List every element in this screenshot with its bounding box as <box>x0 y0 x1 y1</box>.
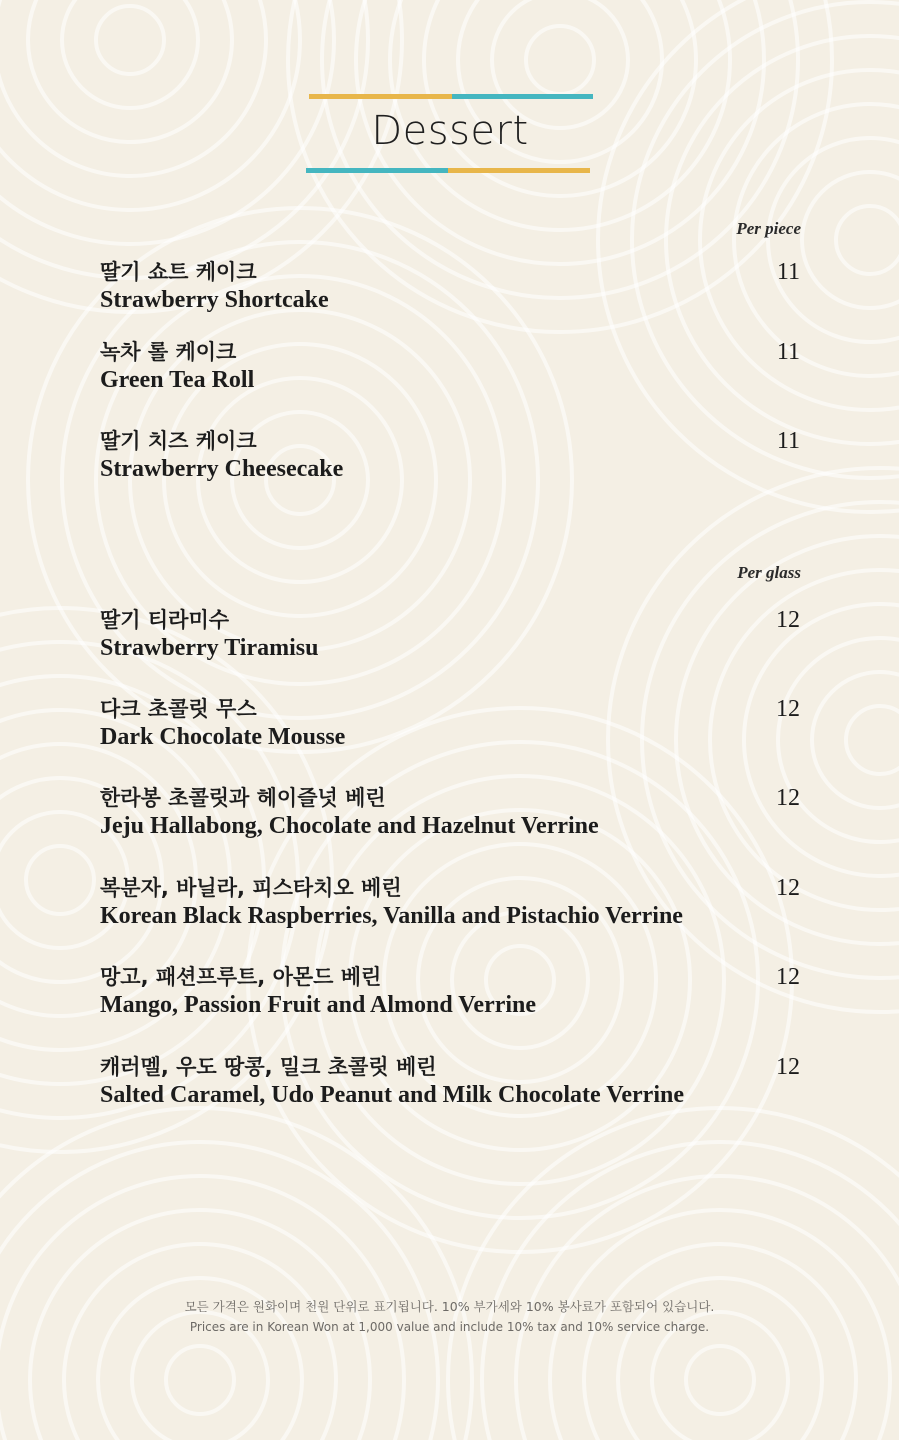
item-korean-name: 딸기 치즈 케이크 <box>100 429 257 453</box>
menu-item <box>100 963 800 1019</box>
item-korean-name: 복분자, 바닐라, 피스타치오 베린 <box>100 876 402 900</box>
item-english-name: Mango, Passion Fruit and Almond Verrine <box>100 992 537 1018</box>
menu-item <box>100 695 800 751</box>
top-gold-bar <box>309 94 452 99</box>
title-block <box>306 94 594 174</box>
top-teal-bar <box>452 94 593 99</box>
item-price: 12 <box>776 785 800 811</box>
bottom-teal-bar <box>306 168 448 173</box>
item-price: 11 <box>776 339 800 365</box>
item-korean-name: 딸기 쇼트 케이크 <box>100 260 257 284</box>
menu-item <box>100 606 800 662</box>
bottom-gold-bar <box>448 168 590 173</box>
item-english-name: Strawberry Cheesecake <box>100 456 344 482</box>
menu-item <box>100 338 800 394</box>
item-english-name: Strawberry Shortcake <box>100 287 329 313</box>
item-price: 12 <box>776 875 800 901</box>
item-price: 11 <box>776 259 800 285</box>
footer-note-korean: 모든 가격은 원화이며 천원 단위로 표기됩니다. 10% 부가세와 10% 봉사료가 포함되어 있습니다. <box>184 1299 715 1314</box>
item-korean-name: 다크 초콜릿 무스 <box>100 697 257 721</box>
item-price: 12 <box>776 964 800 990</box>
item-english-name: Green Tea Roll <box>100 367 255 393</box>
item-english-name: Salted Caramel, Udo Peanut and Milk Chocolate Verrine <box>100 1082 684 1108</box>
item-korean-name: 캐러멜, 우도 땅콩, 밀크 초콜릿 베린 <box>100 1055 437 1079</box>
item-price: 12 <box>776 607 800 633</box>
item-korean-name: 망고, 패션프루트, 아몬드 베린 <box>100 965 382 989</box>
footer-note-english: Prices are in Korean Won at 1,000 value and include 10% tax and 10% service charge. <box>189 1320 710 1334</box>
menu-item <box>100 874 800 930</box>
item-english-name: Jeju Hallabong, Chocolate and Hazelnut Verrine <box>100 813 599 839</box>
menu-item <box>100 784 800 840</box>
menu-item <box>100 258 800 314</box>
item-english-name: Strawberry Tiramisu <box>100 635 319 661</box>
item-price: 12 <box>776 696 800 722</box>
menu-item <box>100 427 800 483</box>
menu-item <box>100 1053 800 1109</box>
item-english-name: Dark Chocolate Mousse <box>100 724 346 750</box>
item-korean-name: 딸기 티라미수 <box>100 608 230 632</box>
section-label-per-piece: Per piece <box>736 219 801 238</box>
item-korean-name: 녹차 롤 케이크 <box>100 340 237 364</box>
item-price: 11 <box>776 428 800 454</box>
section-label-per-glass: Per glass <box>737 563 801 582</box>
item-english-name: Korean Black Raspberries, Vanilla and Pistachio Verrine <box>100 903 683 929</box>
item-korean-name: 한라봉 초콜릿과 헤이즐넛 베린 <box>100 786 386 810</box>
page-title: Dessert <box>371 108 529 154</box>
item-price: 12 <box>776 1054 800 1080</box>
